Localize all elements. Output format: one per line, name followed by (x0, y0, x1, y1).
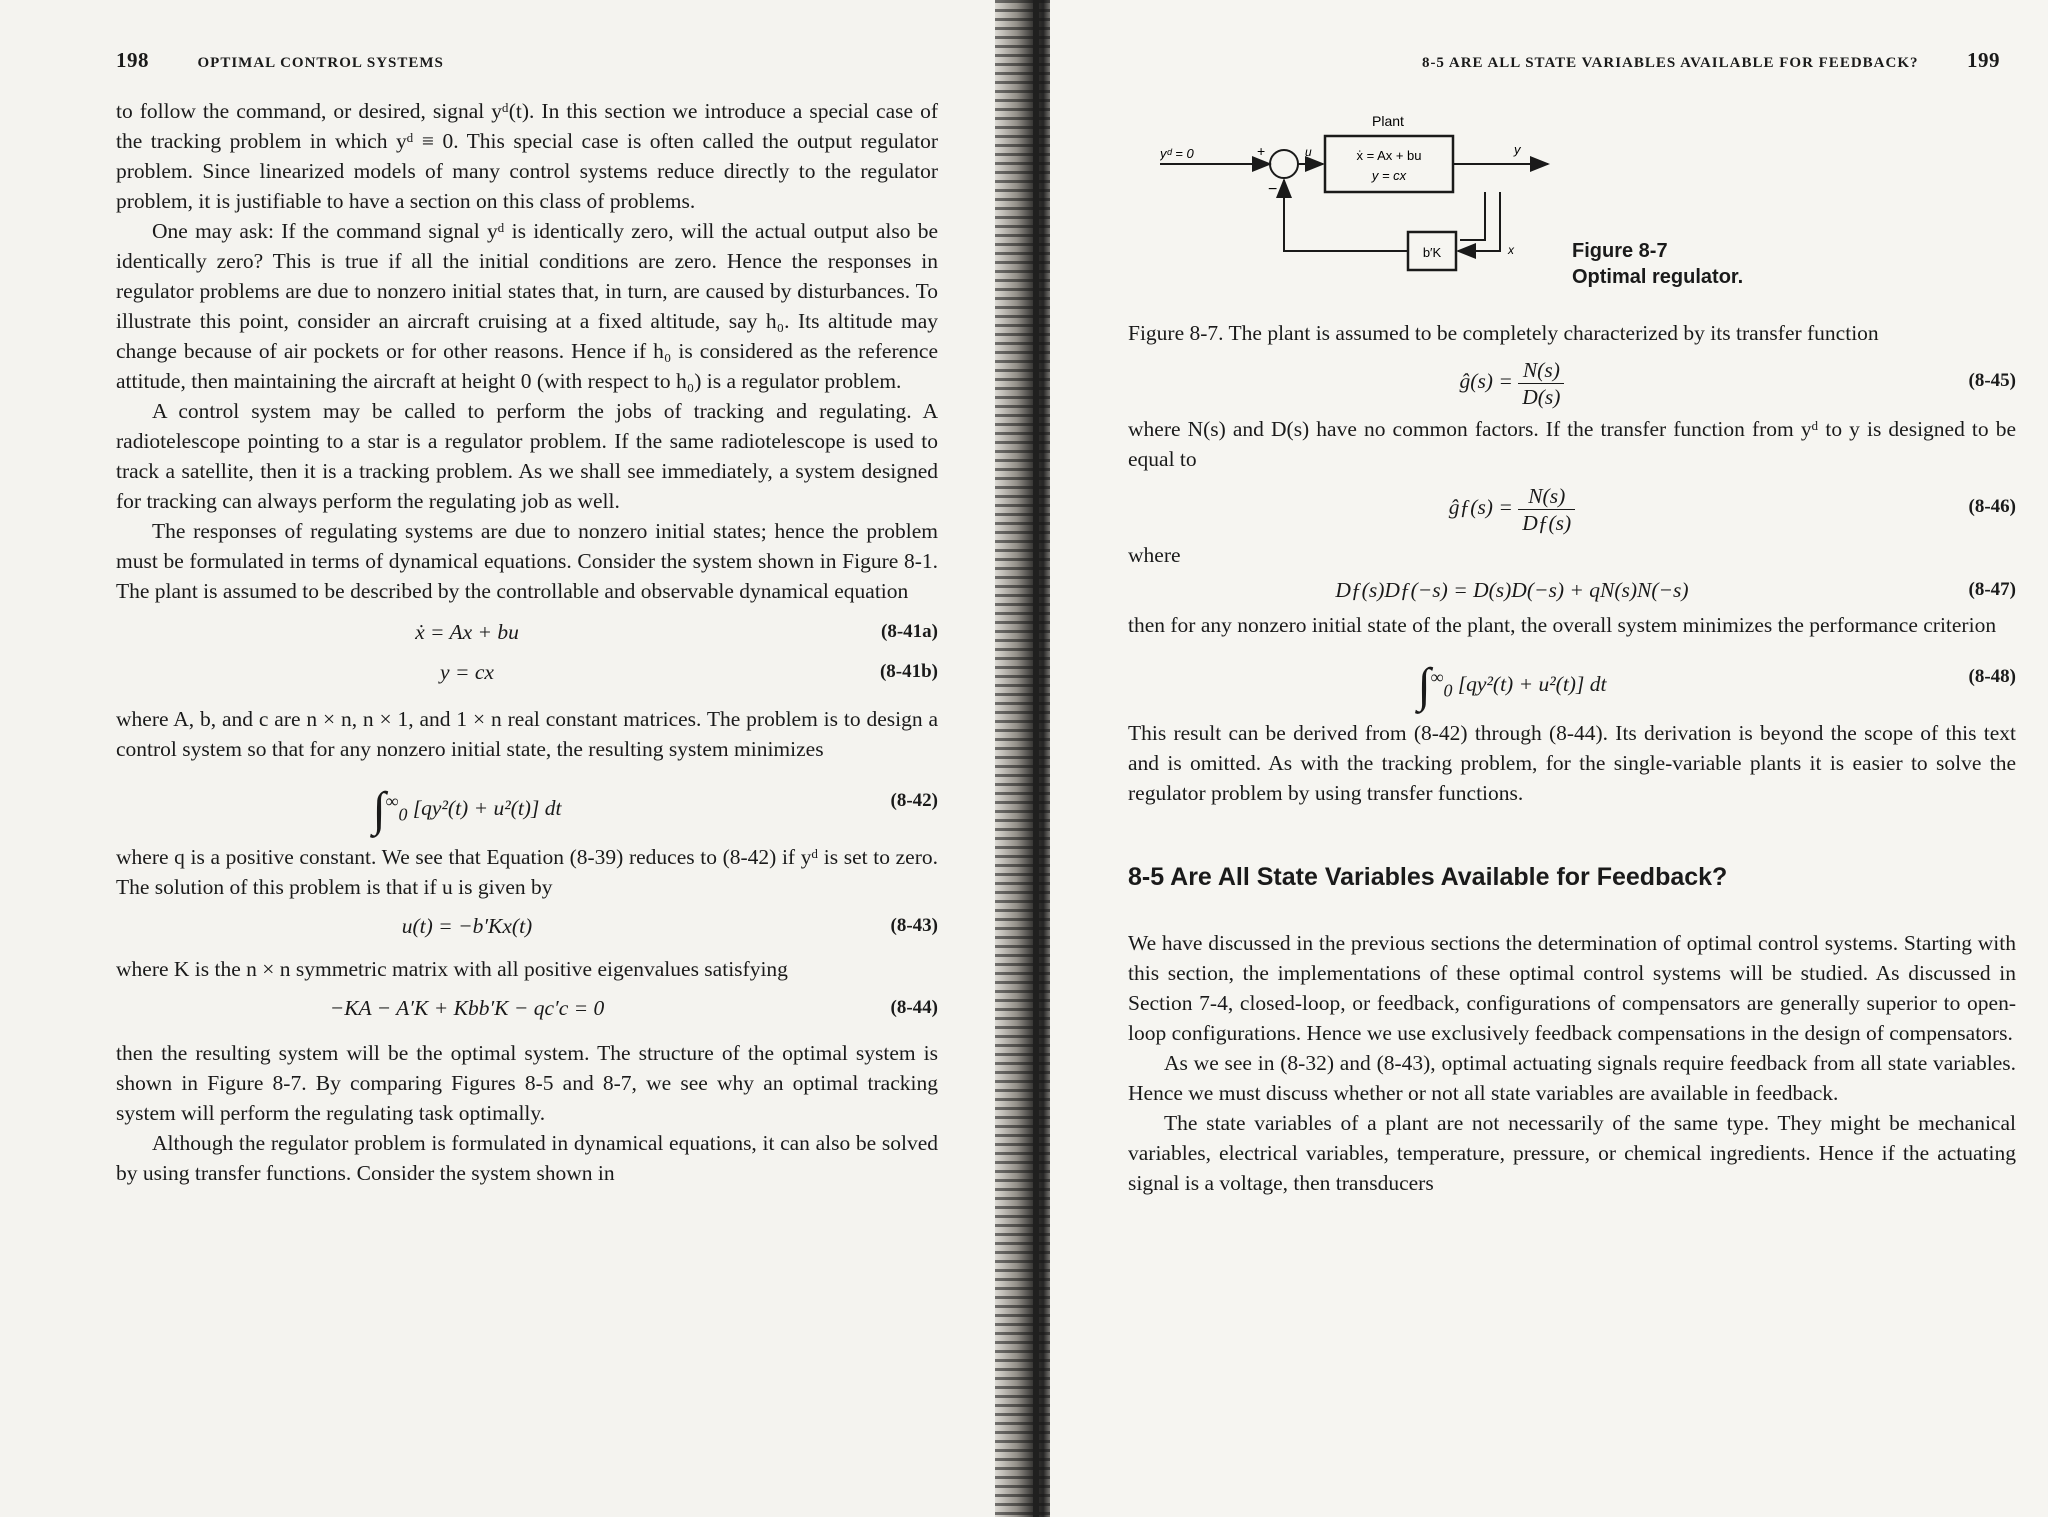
plant-state-equation: ẋ = Ax + bu (1356, 148, 1422, 163)
right-running-head (1422, 48, 2000, 73)
paragraph: then for any nonzero initial state of the plant, the overall system minimizes the performance criterion (1128, 613, 1997, 637)
minus-sign: − (1268, 181, 1278, 198)
equation-number: (8-42) (890, 790, 938, 811)
paragraph: The responses of regulating systems are due to nonzero initial states; hence the problem must be formulated in terms of dynamical equations. Consider the system shown in Figure 8-1. The plant is assumed to be described by the controllable and observable dynamical equation (116, 519, 938, 603)
paragraph: where q is a positive constant. We see that Equation (8-39) reduces to (8-42) if yᵈ is set to zero. The solution of this problem is that if u is given by (116, 845, 938, 899)
equation-8-43: u(t) = −b′Kx(t) (8-43) (116, 906, 938, 946)
equation-8-41a: ẋ = Ax + bu (8-41a) (116, 612, 938, 652)
left-page (0, 0, 1005, 1517)
left-running-title: OPTIMAL CONTROL SYSTEMS (197, 55, 444, 71)
gain-label: b′K (1422, 245, 1442, 260)
plant-output-equation: y = cx (1371, 168, 1407, 183)
where-label: where (1128, 543, 1181, 567)
figure-number: Figure 8-7 (1572, 240, 1668, 262)
equation-number: (8-45) (1968, 370, 2016, 391)
equation-number: (8-46) (1968, 496, 2016, 517)
left-page-number: 198 (116, 48, 149, 72)
summing-junction (1270, 150, 1298, 178)
input-label: yᵈ = 0 (1160, 146, 1194, 161)
paragraph: This result can be derived from (8-42) through (8-44). Its derivation is beyond the scope of this text and is omitted. As with the tracking problem, for the single-variable plants it is easier to solve the regulator problem by using transfer functions. (1128, 721, 2016, 805)
paragraph: A control system may be called to perform the jobs of tracking and regulating. A radiotelescope pointing to a star is a regulator problem. If the same radiotelescope is used to track a satellite, then it is a tracking problem. As we shall see immediately, a system designed for tracking can always perform the regulating job as well. (116, 399, 938, 513)
equation-8-48: $\int^\infty_0$ [qy²(t) + u²(t)] dt (8-48) (1128, 644, 2016, 710)
equation-8-44: −KA − A′K + Kbb′K − qc′c = 0 (8-44) (116, 988, 938, 1028)
paragraph: One may ask: If the command signal yᵈ is identically zero, will the actual output also be identically zero? This is true if all the initial conditions are zero. Hence the responses in regulator problems are due to nonzero initial states that, in turn, are caused by disturbances. To illustrate this point, consider an aircraft cruising at a fixed altitude, say h₀. Its altitude may change because of air pockets or for other reasons. Hence if h₀ is considered as the reference attitude, then maintaining the aircraft at height 0 (with respect to h₀) is a regulator problem. (116, 219, 938, 393)
state-vector-label: x (1508, 243, 1514, 257)
paragraph: Although the regulator problem is formulated in dynamical equations, it can also be solved by using transfer functions. Consider the system shown in (116, 1131, 938, 1185)
figure-caption (1572, 238, 1743, 290)
paragraph: The state variables of a plant are not necessarily of the same type. They might be mechanical variables, electrical variables, temperature, pressure, or chemical ingredients. Hence if the actuating signal is a voltage, then transducers (1128, 1111, 2016, 1195)
paragraph: where A, b, and c are n × n, n × 1, and 1 × n real constant matrices. The problem is to design a control system so that for any nonzero initial state, the resulting system minimizes (116, 707, 938, 761)
figure-8-7-diagram (1160, 112, 1560, 292)
right-running-title: 8-5 ARE ALL STATE VARIABLES AVAILABLE FOR FEEDBACK? (1421, 55, 1919, 71)
equation-number: (8-41b) (879, 661, 938, 682)
equation-8-47: Dƒ(s)Dƒ(−s) = D(s)D(−s) + qN(s)N(−s) (8-47) (1128, 570, 2016, 610)
paragraph: where N(s) and D(s) have no common factors. If the transfer function from yᵈ to y is designed to be equal to (1128, 417, 2016, 471)
left-running-head (116, 48, 444, 73)
equation-number: (8-44) (890, 997, 938, 1018)
equation-8-46: ĝƒ(s) = $\frac{N(s)}{Dƒ(s)}$ (8-46) (1128, 474, 2016, 540)
equation-number: (8-43) (890, 915, 938, 936)
integral-sign: ∫ (1417, 659, 1431, 713)
left-text-column (116, 96, 938, 1188)
right-page (1050, 0, 2048, 1517)
section-heading: 8-5 Are All State Variables Available for Feedback? (1128, 863, 1728, 891)
book-gutter (995, 0, 1057, 1517)
plant-block (1325, 136, 1453, 192)
equation-number: (8-48) (1968, 666, 2016, 687)
control-signal-label: u (1305, 145, 1312, 159)
figure-title: Optimal regulator. (1572, 266, 1744, 288)
plant-label: Plant (1372, 113, 1404, 129)
binding-shadow (1033, 0, 1039, 1517)
paragraph: We have discussed in the previous sections the determination of optimal control systems. Starting with this section, the implementations of these optimal control systems will be studied. As discussed in Section 7-4, closed-loop, or feedback, configurations of compensators are generally superior to open-loop configurations. Hence we use exclusively feedback compensations in the design of compensators. (1128, 931, 2016, 1045)
equation-8-45: ĝ(s) = $\frac{N(s)}{D(s)}$ (8-45) (1128, 348, 2016, 414)
integral-sign: ∫ (372, 783, 386, 837)
paragraph: then the resulting system will be the optimal system. The structure of the optimal system is shown in Figure 8-7. By comparing Figures 8-5 and 8-7, we see why an optimal tracking system will perform the regulating task optimally. (116, 1041, 938, 1125)
right-page-number: 199 (1967, 48, 2000, 72)
paragraph: where K is the n × n symmetric matrix with all positive eigenvalues satisfying (116, 957, 788, 981)
paragraph: to follow the command, or desired, signal yᵈ(t). In this section we introduce a special case of the tracking problem in which yᵈ ≡ 0. This special case is often called the output regulator problem. Since linearized models of many control systems reduce directly to the regulator problem, it is justifiable to have a section on this class of problems. (116, 99, 938, 213)
equation-8-42: $\int^\infty_0$ [qy²(t) + u²(t)] dt (8-42) (116, 768, 938, 834)
equation-number: (8-41a) (881, 621, 938, 642)
paragraph: As we see in (8-32) and (8-43), optimal actuating signals require feedback from all state variables. Hence we must discuss whether or not all state variables are available in feedback. (1128, 1051, 2016, 1105)
equation-8-41b: y = cx (8-41b) (116, 652, 938, 692)
right-text-column (1128, 318, 2016, 1198)
paragraph: Figure 8-7. The plant is assumed to be completely characterized by its transfer function (1128, 321, 1879, 345)
equation-number: (8-47) (1968, 579, 2016, 600)
plus-sign: + (1257, 143, 1266, 159)
output-label: y (1514, 142, 1521, 157)
